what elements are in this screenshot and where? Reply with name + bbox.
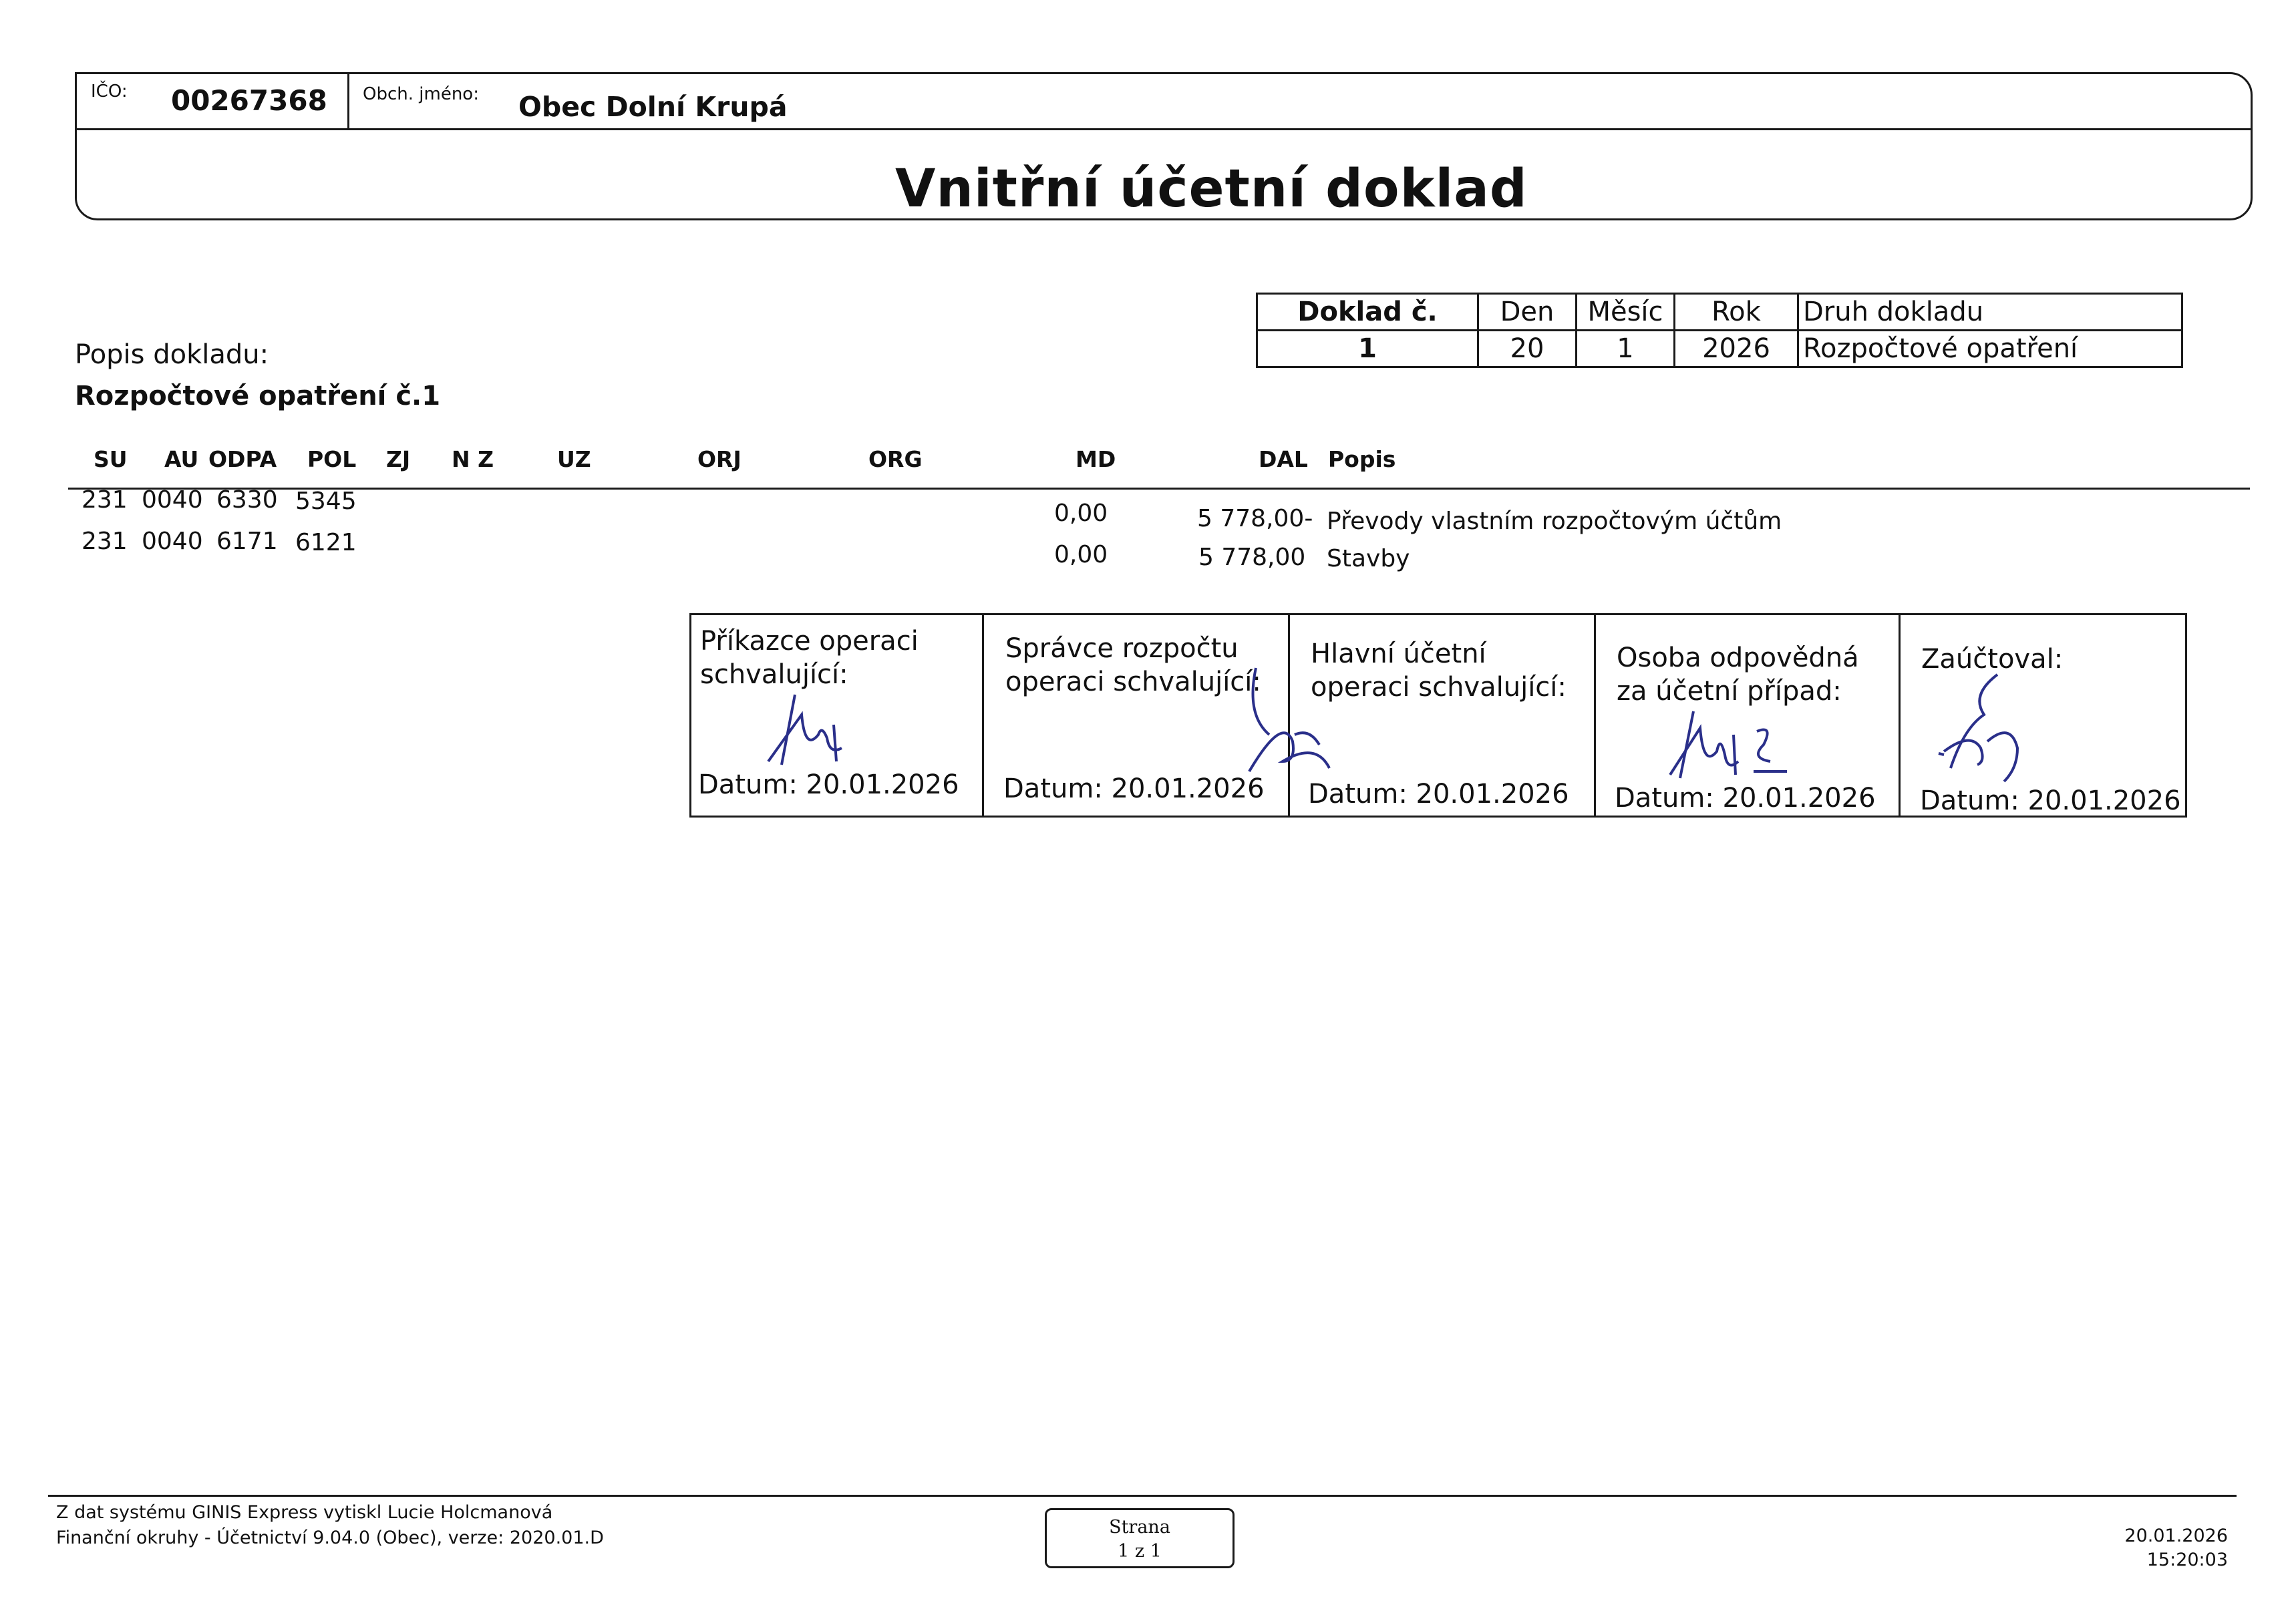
col-dal: DAL bbox=[1259, 446, 1308, 472]
signature-date: Datum: 20.01.2026 bbox=[1308, 779, 1569, 810]
cell-au: 0040 bbox=[142, 486, 203, 514]
company-name-value: Obec Dolní Krupá bbox=[518, 91, 788, 123]
signature-date: Datum: 20.01.2026 bbox=[1615, 783, 1876, 814]
footer-timestamp bbox=[2064, 1524, 2228, 1572]
cell-dal: 5 778,00- bbox=[1197, 505, 1313, 532]
den-header: Den bbox=[1478, 294, 1577, 331]
col-popis: Popis bbox=[1328, 446, 1396, 472]
signature-divider bbox=[1899, 613, 1901, 818]
den-value: 20 bbox=[1478, 331, 1577, 367]
cell-su: 231 bbox=[81, 528, 128, 555]
cell-odpa: 6171 bbox=[216, 528, 278, 555]
ico-value: 00267368 bbox=[171, 84, 327, 117]
footer-time: 15:20:03 bbox=[2146, 1550, 2228, 1570]
signature-mark bbox=[755, 688, 848, 775]
druh-header: Druh dokladu bbox=[1798, 294, 2182, 331]
header-divider bbox=[75, 128, 2253, 130]
company-name-label: Obch. jméno: bbox=[363, 84, 479, 104]
col-pol: POL bbox=[307, 446, 357, 472]
col-nz: N Z bbox=[452, 446, 494, 472]
col-odpa: ODPA bbox=[208, 446, 277, 472]
footer-info bbox=[56, 1500, 604, 1551]
col-orj: ORJ bbox=[697, 446, 742, 472]
cell-au: 0040 bbox=[142, 528, 203, 555]
doklad-value: 1 bbox=[1257, 331, 1478, 367]
col-zj: ZJ bbox=[386, 446, 411, 472]
signature-date: Datum: 20.01.2026 bbox=[698, 769, 959, 800]
druh-value: Rozpočtové opatření bbox=[1798, 331, 2182, 367]
signature-mark bbox=[1663, 705, 1790, 785]
signature-title: Hlavní účetní operaci schvalující: bbox=[1311, 639, 1567, 703]
page-indicator bbox=[1045, 1508, 1235, 1568]
cell-su: 231 bbox=[81, 486, 128, 514]
page-number: 1 z 1 bbox=[1118, 1541, 1162, 1562]
cell-popis: Převody vlastním rozpočtovým účtům bbox=[1327, 508, 1782, 535]
col-md: MD bbox=[1076, 446, 1116, 472]
col-su: SU bbox=[94, 446, 128, 472]
mesic-value: 1 bbox=[1577, 331, 1675, 367]
description-label: Popis dokladu: bbox=[75, 339, 269, 370]
footer-printed-by: Z dat systému GINIS Express vytiskl Lucie Holcmanová bbox=[56, 1502, 553, 1523]
cell-md: 0,00 bbox=[1054, 500, 1108, 527]
ledger-header-rule bbox=[68, 488, 2250, 490]
cell-dal: 5 778,00 bbox=[1198, 544, 1306, 571]
signature-title: Příkazce operaci schvalující: bbox=[700, 626, 919, 690]
col-au: AU bbox=[164, 446, 199, 472]
signature-title: Zaúčtoval: bbox=[1921, 644, 2064, 675]
signature-date: Datum: 20.01.2026 bbox=[1003, 773, 1265, 804]
col-uz: UZ bbox=[557, 446, 591, 472]
cell-md: 0,00 bbox=[1054, 541, 1108, 568]
cell-pol: 5345 bbox=[295, 488, 357, 515]
cell-pol: 6121 bbox=[295, 529, 357, 556]
signature-mark bbox=[1924, 668, 2044, 788]
ico-label: IČO: bbox=[91, 81, 128, 102]
signature-title: Osoba odpovědná za účetní případ: bbox=[1617, 643, 1859, 707]
cell-popis: Stavby bbox=[1327, 545, 1410, 572]
signature-divider bbox=[1594, 613, 1596, 818]
signature-title: Správce rozpočtu operaci schvalující: bbox=[1005, 633, 1261, 697]
footer-rule bbox=[48, 1495, 2237, 1497]
cell-odpa: 6330 bbox=[216, 486, 278, 514]
col-org: ORG bbox=[868, 446, 923, 472]
footer-system-version: Finanční okruhy - Účetnictví 9.04.0 (Obec), verze: 2020.01.D bbox=[56, 1528, 604, 1548]
header-vertical-divider bbox=[347, 72, 349, 130]
document-title: Vnitřní účetní doklad bbox=[895, 159, 1528, 219]
signature-divider bbox=[982, 613, 984, 818]
doklad-header: Doklad č. bbox=[1257, 294, 1478, 331]
footer-date: 20.01.2026 bbox=[2124, 1526, 2228, 1546]
page-label: Strana bbox=[1109, 1517, 1170, 1538]
mesic-header: Měsíc bbox=[1577, 294, 1675, 331]
document-info-table bbox=[1256, 293, 2183, 368]
signature-date: Datum: 20.01.2026 bbox=[1920, 785, 2181, 816]
description-value: Rozpočtové opatření č.1 bbox=[75, 381, 441, 411]
rok-header: Rok bbox=[1675, 294, 1798, 331]
rok-value: 2026 bbox=[1675, 331, 1798, 367]
